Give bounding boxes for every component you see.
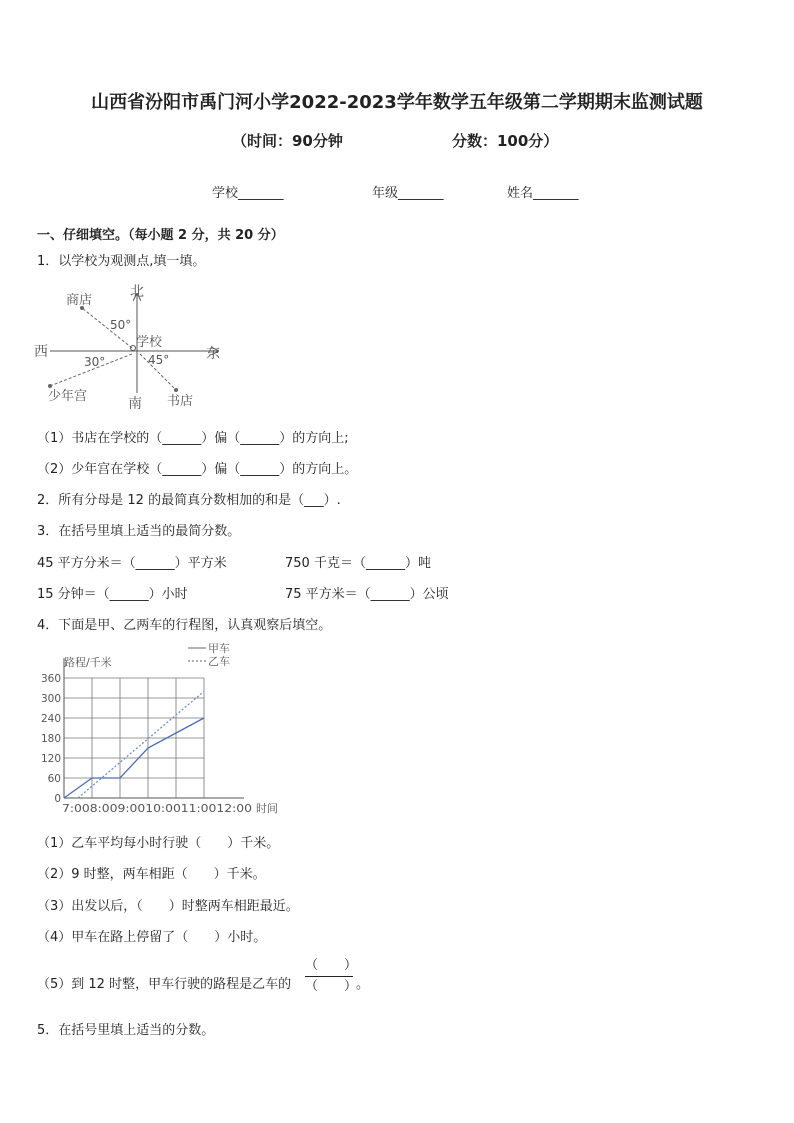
q4-sub5-text: （5）到 12 时整，甲车行驶的路程是乙车的: [37, 977, 292, 992]
bookstore-point: [174, 388, 178, 392]
youth-palace-label: 少年宫: [48, 389, 88, 404]
legend-label: 乙车: [208, 655, 230, 668]
q3-item: 45 平方分米＝（______）平方米: [37, 556, 227, 571]
q3-prompt: 3．在括号里填上适当的最简分数。: [37, 524, 241, 539]
y-tick-label: 360: [40, 673, 61, 685]
shop-label: 商店: [66, 293, 93, 308]
q4-sub3: （3）出发以后，（ ）时整两车相距最近。: [37, 899, 299, 914]
school-label: 学校: [136, 335, 163, 350]
shop-angle-label: 50°: [110, 318, 132, 332]
x-axis-label: 时间: [256, 802, 278, 815]
y-tick-label: 0: [54, 793, 61, 805]
q1-sub1: （1）书店在学校的（______）偏（______）的方向上;: [37, 431, 349, 446]
series-line: [78, 691, 204, 798]
q4-sub2: （2）9 时整，两车相距（ ）千米。: [37, 867, 266, 882]
y-tick-label: 60: [47, 773, 61, 785]
south-label: 南: [128, 396, 142, 412]
q2-text: 2．所有分母是 12 的最简真分数相加的和是（___）.: [37, 493, 341, 508]
bookstore-angle-label: 45°: [148, 353, 170, 367]
legend-label: 甲车: [208, 642, 230, 655]
q1-sub2: （2）少年宫在学校（______）偏（______）的方向上。: [37, 462, 358, 477]
y-tick-label: 180: [40, 733, 61, 745]
page-title: 山西省汾阳市禹门河小学2022-2023学年数学五年级第二学期期末监测试题: [91, 92, 703, 113]
q5-prompt: 5．在括号里填上适当的分数。: [37, 1023, 215, 1038]
x-tick-labels: 7:008:009:0010:0011:0012:00: [62, 803, 252, 815]
q4-sub1: （1）乙车平均每小时行驶（ ）千米。: [37, 836, 280, 851]
grade-field: 年级_______: [372, 186, 444, 201]
school-field: 学校_______: [212, 186, 284, 201]
q4-sub4: （4）甲车在路上停留了（ ）小时。: [37, 930, 267, 945]
exam-score: 分数：100分）: [452, 132, 559, 150]
answer-fraction: [305, 958, 358, 995]
y-tick-label: 300: [40, 693, 61, 705]
q3-item: 15 分钟＝（______）小时: [37, 587, 188, 602]
youth-palace-angle-label: 30°: [84, 355, 106, 369]
fraction-numerator: （ ）: [305, 958, 358, 973]
section-heading: 一、仔细填空。（每小题 2 分，共 20 分）: [37, 228, 284, 243]
q3-item: 750 千克＝（______）吨: [285, 556, 431, 571]
name-field: 姓名_______: [507, 186, 579, 201]
bookstore-label: 书店: [167, 394, 194, 409]
youth-palace-point: [48, 384, 52, 388]
exam-time: （时间：90分钟: [232, 132, 343, 150]
west-label: 西: [34, 344, 48, 360]
y-tick-label: 120: [40, 753, 61, 765]
fraction-bar: [305, 976, 353, 977]
fraction-denominator: （ ）: [305, 979, 358, 994]
north-label: 北: [130, 284, 144, 300]
y-tick-label: 240: [40, 713, 61, 725]
q4-prompt: 4．下面是甲、乙两车的行程图，认真观察后填空。: [37, 618, 332, 633]
q3-item: 75 平方米＝（______）公顷: [285, 587, 449, 602]
compass-diagram: [30, 278, 240, 418]
q4-sub5-end: 。: [356, 977, 370, 992]
q1-prompt: 1．以学校为观测点,填一填。: [37, 254, 206, 269]
east-label: 东: [206, 346, 220, 362]
travel-chart: [30, 640, 280, 818]
y-axis-label: 路程/千米: [64, 656, 112, 669]
